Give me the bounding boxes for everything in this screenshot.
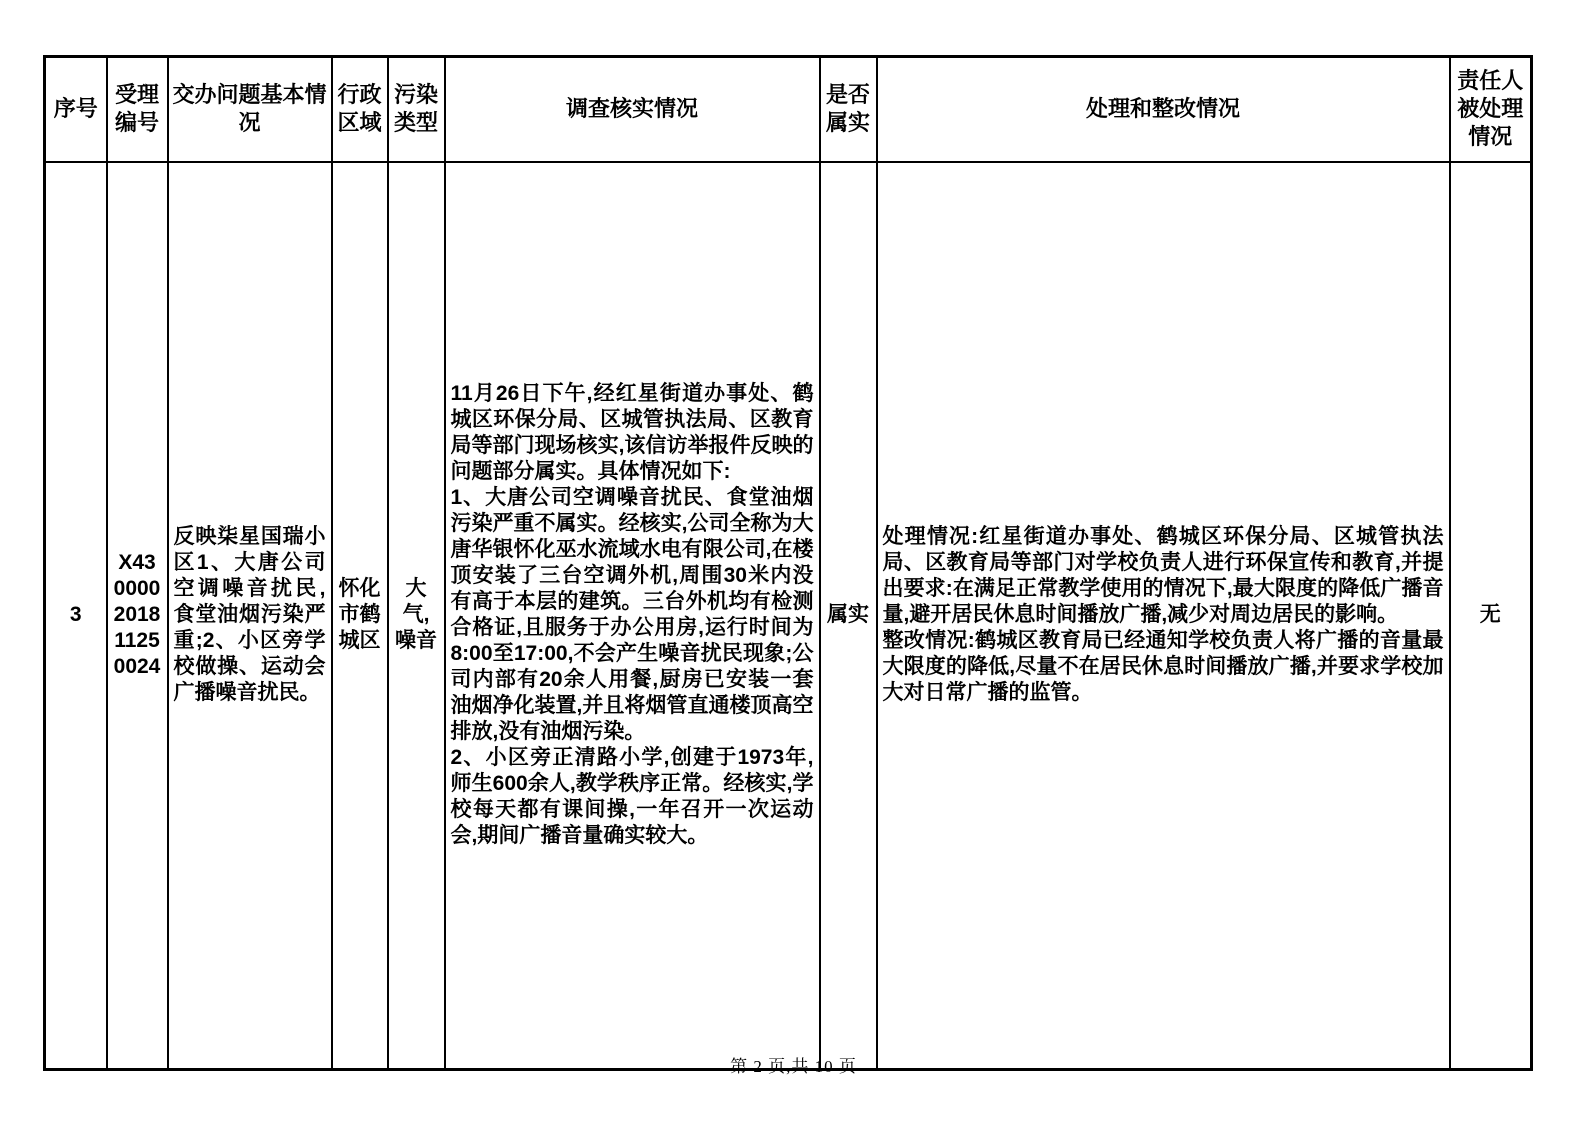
header-handling: 处理和整改情况 — [877, 57, 1450, 162]
cell-seq: 3 — [45, 162, 107, 1070]
cell-problem: 反映柒星国瑞小区1、大唐公司空调噪音扰民,食堂油烟污染严重;2、小区旁学校做操、运动会广播噪音扰民。 — [168, 162, 332, 1070]
cell-acceptance-no: X430000201811250024 — [107, 162, 168, 1070]
header-responsible: 责任人被处理情况 — [1450, 57, 1532, 162]
cell-handling — [877, 162, 1450, 1070]
table-row — [45, 162, 1532, 1070]
rectification-paragraph — [883, 628, 1444, 706]
cell-responsible: 无 — [1450, 162, 1532, 1070]
handling-label: 处理情况: — [882, 525, 979, 549]
cell-verified: 属实 — [820, 162, 877, 1070]
table-header-row — [45, 57, 1532, 162]
header-problem: 交办问题基本情况 — [168, 57, 332, 162]
rectification-label: 整改情况: — [882, 629, 975, 653]
header-acceptance-no: 受理编号 — [107, 57, 168, 162]
header-pollution-type: 污染类型 — [388, 57, 445, 162]
header-region: 行政区域 — [332, 57, 388, 162]
handling-paragraph — [883, 524, 1444, 628]
cell-region: 怀化市鹤城区 — [332, 162, 388, 1070]
investigation-paragraph: 2、小区旁正清路小学,创建于1973年,师生600余人,教学秩序正常。经核实,学校每天都有课间操,一年召开一次运动会,期间广播音量确实较大。 — [450, 746, 814, 848]
cell-investigation — [445, 162, 820, 1070]
cell-pollution-type: 大气,噪音 — [388, 162, 445, 1070]
header-verified: 是否属实 — [820, 57, 877, 162]
handling-text: 红星街道办事处、鹤城区环保分局、区城管执法局、区教育局等部门对学校负责人进行环保宣传和教育,并提出要求:在满足正常教学使用的情况下,最大限度的降低广播音量,避开居民休息时间播放广播,减少对周边居民的影响。 — [882, 525, 1444, 627]
investigation-paragraph: 11月26日下午,经红星街道办事处、鹤城区环保分局、区城管执法局、区教育局等部门现场核实,该信访举报件反映的问题部分属实。具体情况如下: — [450, 382, 814, 484]
page-number: 第 2 页,共 10 页 — [730, 1057, 857, 1076]
investigation-paragraph: 1、大唐公司空调噪音扰民、食堂油烟污染严重不属实。经核实,公司全称为大唐华银怀化巫水流域水电有限公司,在楼顶安装了三台空调外机,周围30米内没有高于本层的建筑。三台外机均有检测合格证,且服务于办公用房,运行时间为8:00至17:00,不会产生噪音扰民现象;公司内部有20余人用餐,厨房已安装一套油烟净化装置,并且将烟管直通楼顶高空排放,没有油烟污染。 — [450, 486, 814, 744]
header-seq: 序号 — [45, 57, 107, 162]
rectification-text: 鹤城区教育局已经通知学校负责人将广播的音量最大限度的降低,尽量不在居民休息时间播放广播,并要求学校加大对日常广播的监管。 — [882, 629, 1444, 705]
complaint-table — [43, 55, 1533, 1071]
header-investigation: 调查核实情况 — [445, 57, 820, 162]
